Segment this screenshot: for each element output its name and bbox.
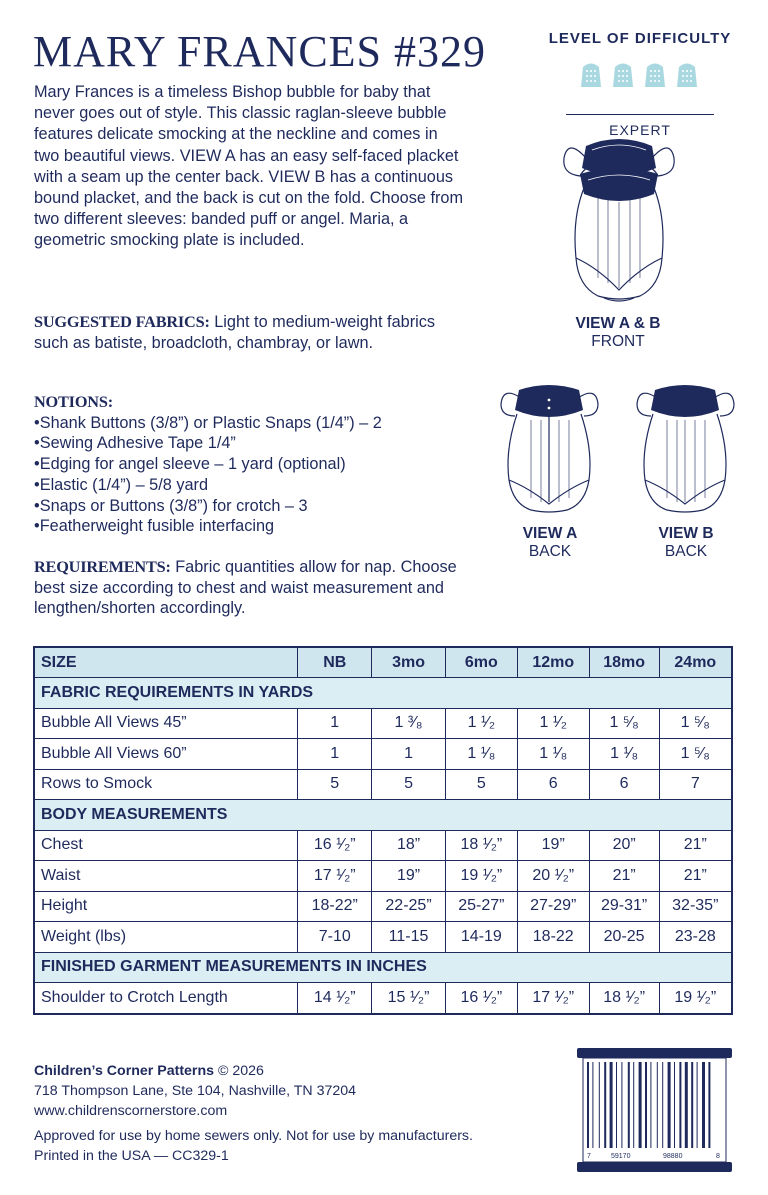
notions-list bbox=[34, 413, 474, 537]
table-row bbox=[34, 708, 732, 739]
difficulty-rating bbox=[540, 53, 740, 97]
barcode-bar bbox=[657, 1062, 658, 1148]
row-label: Rows to Smock bbox=[34, 769, 298, 800]
size-header-cell: 18mo bbox=[589, 647, 659, 678]
table-cell: 1 ³⁄₈ bbox=[372, 708, 446, 739]
size-header-cell: 6mo bbox=[445, 647, 517, 678]
table-cell: 21” bbox=[659, 861, 732, 892]
suggested-fabrics-text: Light to medium-weight fabrics such as batiste, broadcloth, chambray, or lawn. bbox=[34, 313, 436, 352]
table-cell: 21” bbox=[659, 830, 732, 861]
barcode-bar bbox=[616, 1062, 617, 1148]
size-header-cell: 24mo bbox=[659, 647, 732, 678]
intro-paragraph: Mary Frances is a timeless Bishop bubble for baby that never goes out of style. This classic raglan-sleeve bubble features delicate smocking at the neckline and comes in two beautiful views. VIEW A has an easy self-faced placket with a seam up the center back. VIEW B has a continuous bound placket, and the back is cut on the fold. Choose from two different sleeves: banded puff or angel. Maria, a geometric smocking plate is included. bbox=[34, 83, 464, 250]
thimble-icon bbox=[576, 61, 606, 89]
size-header-row bbox=[34, 647, 732, 678]
view-a-back-illustration bbox=[497, 380, 602, 520]
view-b-caption bbox=[626, 525, 746, 561]
size-header-cell: NB bbox=[298, 647, 372, 678]
company-name: Children’s Corner Patterns bbox=[34, 1063, 215, 1079]
table-cell: 11-15 bbox=[372, 922, 446, 953]
table-row bbox=[34, 891, 732, 922]
table-cell: 1 ¹⁄₈ bbox=[589, 739, 659, 770]
barcode-bar bbox=[604, 1062, 606, 1148]
size-header-label: SIZE bbox=[34, 647, 298, 678]
view-b-subtitle: BACK bbox=[664, 543, 708, 560]
table-cell: 1 ¹⁄₈ bbox=[517, 739, 589, 770]
table-cell: 20” bbox=[589, 830, 659, 861]
legal-line: Printed in the USA — CC329-1 bbox=[34, 1148, 229, 1164]
thimble-icon bbox=[672, 61, 702, 89]
section-title: FABRIC REQUIREMENTS IN YARDS bbox=[34, 678, 732, 709]
company-address: 718 Thompson Lane, Ste 104, Nashville, TN 37204 bbox=[34, 1083, 357, 1099]
barcode-digit: 98880 bbox=[663, 1153, 683, 1160]
table-cell: 16 ¹⁄₂” bbox=[298, 830, 372, 861]
section-title: FINISHED GARMENT MEASUREMENTS IN INCHES bbox=[34, 952, 732, 983]
table-cell: 1 ¹⁄₈ bbox=[445, 739, 517, 770]
suggested-fabrics bbox=[34, 311, 464, 354]
table-cell: 18-22” bbox=[298, 891, 372, 922]
table-cell: 5 bbox=[298, 769, 372, 800]
notions-label: NOTIONS: bbox=[34, 392, 113, 411]
table-cell: 25-27” bbox=[445, 891, 517, 922]
table-cell: 7 bbox=[659, 769, 732, 800]
row-label: Bubble All Views 45” bbox=[34, 708, 298, 739]
thimble-icon bbox=[640, 61, 670, 89]
table-cell: 1 bbox=[298, 708, 372, 739]
notions-item: • Shank Buttons (3/8”) or Plastic Snaps (1/4”) – 2 bbox=[34, 413, 474, 434]
size-header-cell: 3mo bbox=[372, 647, 446, 678]
table-cell: 1 ⁵⁄₈ bbox=[589, 708, 659, 739]
legal-notice bbox=[34, 1126, 473, 1166]
notions-item: • Elastic (1/4”) – 5/8 yard bbox=[34, 475, 474, 496]
barcode-spool bbox=[577, 1048, 732, 1172]
difficulty-divider bbox=[566, 114, 714, 115]
suggested-fabrics-label: SUGGESTED FABRICS: bbox=[34, 312, 210, 331]
barcode-bar bbox=[708, 1062, 710, 1148]
section-title: BODY MEASUREMENTS bbox=[34, 800, 732, 831]
difficulty-panel bbox=[540, 30, 740, 138]
barcode-bar bbox=[592, 1062, 593, 1148]
copyright: © 2026 bbox=[214, 1063, 264, 1079]
barcode-digit: 8 bbox=[716, 1153, 720, 1160]
barcode-bar bbox=[621, 1062, 622, 1148]
table-cell: 14 ¹⁄₂” bbox=[298, 983, 372, 1014]
front-view-illustration bbox=[558, 128, 680, 308]
barcode-bar bbox=[639, 1062, 642, 1148]
table-cell: 1 ⁵⁄₈ bbox=[659, 708, 732, 739]
row-label: Weight (lbs) bbox=[34, 922, 298, 953]
table-cell: 19 ¹⁄₂” bbox=[659, 983, 732, 1014]
table-cell: 7-10 bbox=[298, 922, 372, 953]
table-cell: 18 ¹⁄₂” bbox=[589, 983, 659, 1014]
table-cell: 15 ¹⁄₂” bbox=[372, 983, 446, 1014]
difficulty-level: EXPERT bbox=[602, 122, 678, 138]
section-header-row bbox=[34, 952, 732, 983]
view-a-subtitle: BACK bbox=[528, 543, 572, 560]
barcode-bar bbox=[587, 1062, 589, 1148]
barcode-bar bbox=[599, 1062, 600, 1148]
publisher-info bbox=[34, 1061, 356, 1121]
table-row bbox=[34, 769, 732, 800]
table-cell: 17 ¹⁄₂” bbox=[517, 983, 589, 1014]
barcode-digit: 59170 bbox=[611, 1153, 631, 1160]
notions-item: • Featherweight fusible interfacing bbox=[34, 516, 474, 537]
view-b-title: VIEW B bbox=[658, 525, 714, 542]
notions-item: • Snaps or Buttons (3/8”) for crotch – 3 bbox=[34, 496, 474, 517]
table-cell: 20-25 bbox=[589, 922, 659, 953]
barcode-bar bbox=[633, 1062, 634, 1148]
table-cell: 19” bbox=[517, 830, 589, 861]
table-cell: 27-29” bbox=[517, 891, 589, 922]
row-label: Waist bbox=[34, 861, 298, 892]
table-cell: 19 ¹⁄₂” bbox=[445, 861, 517, 892]
notions bbox=[34, 392, 474, 537]
requirements-label: REQUIREMENTS: bbox=[34, 557, 171, 576]
section-header-row bbox=[34, 678, 732, 709]
table-cell: 1 bbox=[372, 739, 446, 770]
table-cell: 20 ¹⁄₂” bbox=[517, 861, 589, 892]
table-cell: 1 ⁵⁄₈ bbox=[659, 739, 732, 770]
view-a-title: VIEW A bbox=[522, 525, 578, 542]
table-cell: 32-35” bbox=[659, 891, 732, 922]
barcode-bar bbox=[645, 1062, 647, 1148]
table-cell: 14-19 bbox=[445, 922, 517, 953]
table-cell: 5 bbox=[372, 769, 446, 800]
requirements bbox=[34, 557, 474, 619]
notions-item: • Edging for angel sleeve – 1 yard (optional) bbox=[34, 454, 474, 475]
barcode-bar bbox=[691, 1062, 693, 1148]
table-row bbox=[34, 739, 732, 770]
table-row bbox=[34, 861, 732, 892]
table-row bbox=[34, 983, 732, 1014]
size-chart-table bbox=[33, 646, 733, 1015]
table-cell: 17 ¹⁄₂” bbox=[298, 861, 372, 892]
notions-item: • Sewing Adhesive Tape 1/4” bbox=[34, 433, 474, 454]
front-view-subtitle: FRONT bbox=[591, 333, 645, 350]
row-label: Shoulder to Crotch Length bbox=[34, 983, 298, 1014]
table-cell: 18” bbox=[372, 830, 446, 861]
difficulty-label: LEVEL OF DIFFICULTY bbox=[548, 30, 732, 47]
barcode-bar bbox=[674, 1062, 675, 1148]
table-cell: 18-22 bbox=[517, 922, 589, 953]
barcode-bar bbox=[662, 1062, 663, 1148]
table-cell: 22-25” bbox=[372, 891, 446, 922]
thimble-icon bbox=[608, 61, 638, 89]
requirements-text: Fabric quantities allow for nap. Choose best size according to chest and waist measurement and lengthen/shorten accordingly. bbox=[34, 558, 457, 617]
page-title: MARY FRANCES #329 bbox=[33, 27, 487, 76]
barcode-bar bbox=[697, 1062, 698, 1148]
table-cell: 6 bbox=[589, 769, 659, 800]
barcode-bar bbox=[668, 1062, 671, 1148]
table-cell: 1 ¹⁄₂ bbox=[445, 708, 517, 739]
table-cell: 21” bbox=[589, 861, 659, 892]
row-label: Bubble All Views 60” bbox=[34, 739, 298, 770]
table-cell: 1 bbox=[298, 739, 372, 770]
size-header-cell: 12mo bbox=[517, 647, 589, 678]
table-row bbox=[34, 922, 732, 953]
view-a-caption bbox=[490, 525, 610, 561]
front-view-title: VIEW A & B bbox=[575, 315, 661, 332]
barcode-bar bbox=[702, 1062, 705, 1148]
barcode-bar bbox=[679, 1062, 681, 1148]
row-label: Chest bbox=[34, 830, 298, 861]
barcode-bar bbox=[650, 1062, 651, 1148]
company-website: www.childrenscornerstore.com bbox=[34, 1103, 228, 1119]
table-cell: 29-31” bbox=[589, 891, 659, 922]
barcode-bar bbox=[685, 1062, 688, 1148]
section-header-row bbox=[34, 800, 732, 831]
row-label: Height bbox=[34, 891, 298, 922]
table-cell: 19” bbox=[372, 861, 446, 892]
barcode-bar bbox=[610, 1062, 613, 1148]
view-b-back-illustration bbox=[633, 380, 738, 520]
table-cell: 6 bbox=[517, 769, 589, 800]
table-cell: 16 ¹⁄₂” bbox=[445, 983, 517, 1014]
table-cell: 5 bbox=[445, 769, 517, 800]
table-row bbox=[34, 830, 732, 861]
legal-line: Approved for use by home sewers only. Not for use by manufacturers. bbox=[34, 1128, 473, 1144]
table-cell: 23-28 bbox=[659, 922, 732, 953]
barcode-bar bbox=[628, 1062, 630, 1148]
table-cell: 1 ¹⁄₂ bbox=[517, 708, 589, 739]
table-cell: 18 ¹⁄₂” bbox=[445, 830, 517, 861]
barcode-digit: 7 bbox=[587, 1153, 591, 1160]
front-view-caption bbox=[548, 315, 688, 351]
